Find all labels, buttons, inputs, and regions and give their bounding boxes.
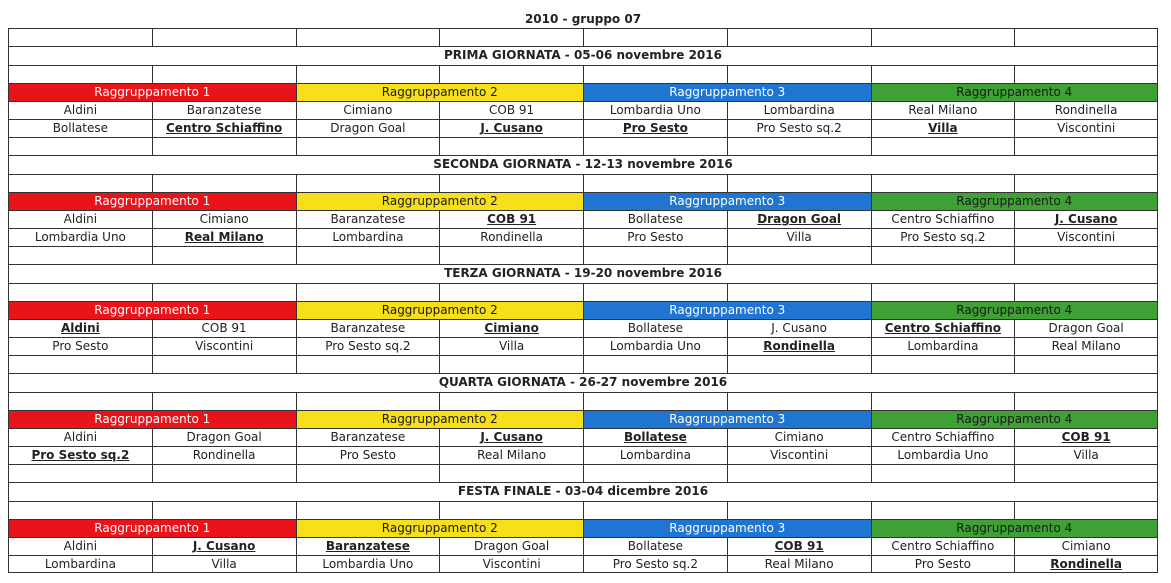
team-cell: Pro Sesto sq.2 [296, 338, 440, 355]
match-row [8, 555, 1158, 573]
group-header-2: Raggruppamento 2 [296, 411, 584, 428]
group-header-1: Raggruppamento 1 [8, 84, 296, 101]
team-cell: Pro Sesto sq.2 [727, 120, 871, 137]
team-cell: Cimiano [152, 211, 296, 228]
team-cell: Cimiano [727, 429, 871, 446]
team-cell: Dragon Goal [439, 538, 583, 555]
team-cell: Centro Schiaffino [871, 320, 1015, 337]
group-header-4: Raggruppamento 4 [871, 193, 1159, 210]
team-cell: Villa [1014, 447, 1158, 464]
group-header-3: Raggruppamento 3 [583, 302, 871, 319]
rounds-container [8, 46, 1158, 573]
match-row [8, 101, 1158, 119]
round-header [8, 482, 1158, 501]
team-cell: Aldini [8, 102, 152, 119]
team-cell: Lombardina [871, 338, 1015, 355]
round-label: QUARTA GIORNATA - 26-27 novembre 2016 [438, 375, 728, 389]
round-label: TERZA GIORNATA - 19-20 novembre 2016 [444, 266, 722, 280]
team-cell: Viscontini [439, 556, 583, 572]
team-cell: Bollatese [8, 120, 152, 137]
team-cell: Pro Sesto [8, 338, 152, 355]
team-cell: Viscontini [727, 447, 871, 464]
spacer-row [8, 355, 1158, 373]
spacer-row [8, 137, 1158, 155]
team-cell: Dragon Goal [296, 120, 440, 137]
spacer-row [8, 501, 1158, 519]
team-cell: Villa [152, 556, 296, 572]
team-cell: Aldini [8, 211, 152, 228]
spacer-row [8, 65, 1158, 83]
round-header [8, 155, 1158, 174]
team-cell: COB 91 [1014, 429, 1158, 446]
team-cell: J. Cusano [152, 538, 296, 555]
team-cell: Real Milano [871, 102, 1015, 119]
team-cell: Real Milano [152, 229, 296, 246]
group-header-3: Raggruppamento 3 [583, 520, 871, 537]
team-cell: Pro Sesto sq.2 [8, 447, 152, 464]
group-header-4: Raggruppamento 4 [871, 411, 1159, 428]
team-cell: Lombardia Uno [871, 447, 1015, 464]
team-cell: COB 91 [152, 320, 296, 337]
team-cell: Lombardia Uno [8, 229, 152, 246]
team-cell: Lombardina [296, 229, 440, 246]
team-cell: Aldini [8, 320, 152, 337]
spacer-row [8, 28, 1158, 46]
match-row [8, 337, 1158, 355]
team-cell: Lombardia Uno [583, 102, 727, 119]
group-header-row [8, 192, 1158, 210]
team-cell: Villa [727, 229, 871, 246]
spacer-row [8, 392, 1158, 410]
group-header-2: Raggruppamento 2 [296, 193, 584, 210]
team-cell: COB 91 [439, 102, 583, 119]
team-cell: COB 91 [727, 538, 871, 555]
team-cell: Pro Sesto [583, 120, 727, 137]
team-cell: Bollatese [583, 429, 727, 446]
team-cell: Dragon Goal [152, 429, 296, 446]
team-cell: Rondinella [152, 447, 296, 464]
team-cell: Pro Sesto [296, 447, 440, 464]
team-cell: Viscontini [152, 338, 296, 355]
spacer-row [8, 174, 1158, 192]
group-header-4: Raggruppamento 4 [871, 520, 1159, 537]
group-header-4: Raggruppamento 4 [871, 302, 1159, 319]
title-row [8, 10, 1158, 28]
group-header-row [8, 301, 1158, 319]
team-cell: Lombardia Uno [583, 338, 727, 355]
team-cell: Rondinella [1014, 556, 1158, 572]
team-cell: Cimiano [296, 102, 440, 119]
group-header-1: Raggruppamento 1 [8, 193, 296, 210]
team-cell: Dragon Goal [727, 211, 871, 228]
team-cell: Pro Sesto sq.2 [583, 556, 727, 572]
match-row [8, 319, 1158, 337]
team-cell: Baranzatese [296, 538, 440, 555]
group-header-3: Raggruppamento 3 [583, 193, 871, 210]
team-cell: Villa [871, 120, 1015, 137]
page-title: 2010 - gruppo 07 [524, 12, 642, 26]
team-cell: Bollatese [583, 211, 727, 228]
group-header-1: Raggruppamento 1 [8, 411, 296, 428]
team-cell: Bollatese [583, 538, 727, 555]
team-cell: Villa [439, 338, 583, 355]
team-cell: Bollatese [583, 320, 727, 337]
team-cell: Centro Schiaffino [871, 429, 1015, 446]
group-header-row [8, 83, 1158, 101]
spacer-row [8, 464, 1158, 482]
group-header-1: Raggruppamento 1 [8, 302, 296, 319]
match-row [8, 446, 1158, 464]
group-header-2: Raggruppamento 2 [296, 302, 584, 319]
spacer-row [8, 283, 1158, 301]
round-header [8, 373, 1158, 392]
team-cell: Aldini [8, 538, 152, 555]
team-cell: Centro Schiaffino [152, 120, 296, 137]
team-cell: Real Milano [439, 447, 583, 464]
round-label: SECONDA GIORNATA - 12-13 novembre 2016 [433, 157, 733, 171]
team-cell: Baranzatese [296, 429, 440, 446]
team-cell: COB 91 [439, 211, 583, 228]
team-cell: J. Cusano [439, 429, 583, 446]
team-cell: J. Cusano [439, 120, 583, 137]
team-cell: Pro Sesto sq.2 [871, 229, 1015, 246]
match-row [8, 119, 1158, 137]
group-header-row [8, 519, 1158, 537]
team-cell: J. Cusano [1014, 211, 1158, 228]
team-cell: Viscontini [1014, 229, 1158, 246]
match-row [8, 428, 1158, 446]
team-cell: Lombardina [727, 102, 871, 119]
team-cell: Lombardia Uno [296, 556, 440, 572]
round-header [8, 46, 1158, 65]
group-header-2: Raggruppamento 2 [296, 520, 584, 537]
group-header-3: Raggruppamento 3 [583, 411, 871, 428]
team-cell: Rondinella [439, 229, 583, 246]
spacer-row [8, 246, 1158, 264]
team-cell: J. Cusano [727, 320, 871, 337]
team-cell: Baranzatese [296, 320, 440, 337]
match-row [8, 228, 1158, 246]
group-header-2: Raggruppamento 2 [296, 84, 584, 101]
match-row [8, 537, 1158, 555]
team-cell: Dragon Goal [1014, 320, 1158, 337]
team-cell: Centro Schiaffino [871, 538, 1015, 555]
team-cell: Rondinella [1014, 102, 1158, 119]
team-cell: Lombardina [8, 556, 152, 572]
group-header-4: Raggruppamento 4 [871, 84, 1159, 101]
team-cell: Viscontini [1014, 120, 1158, 137]
team-cell: Pro Sesto [583, 229, 727, 246]
round-label: FESTA FINALE - 03-04 dicembre 2016 [457, 484, 709, 498]
team-cell: Pro Sesto [871, 556, 1015, 572]
team-cell: Real Milano [1014, 338, 1158, 355]
team-cell: Real Milano [727, 556, 871, 572]
team-cell: Baranzatese [296, 211, 440, 228]
group-header-3: Raggruppamento 3 [583, 84, 871, 101]
team-cell: Rondinella [727, 338, 871, 355]
team-cell: Baranzatese [152, 102, 296, 119]
team-cell: Aldini [8, 429, 152, 446]
round-header [8, 264, 1158, 283]
team-cell: Cimiano [1014, 538, 1158, 555]
group-header-1: Raggruppamento 1 [8, 520, 296, 537]
match-row [8, 210, 1158, 228]
team-cell: Lombardina [583, 447, 727, 464]
round-label: PRIMA GIORNATA - 05-06 novembre 2016 [444, 48, 722, 62]
team-cell: Cimiano [439, 320, 583, 337]
group-header-row [8, 410, 1158, 428]
schedule-sheet [8, 10, 1158, 573]
team-cell: Centro Schiaffino [871, 211, 1015, 228]
